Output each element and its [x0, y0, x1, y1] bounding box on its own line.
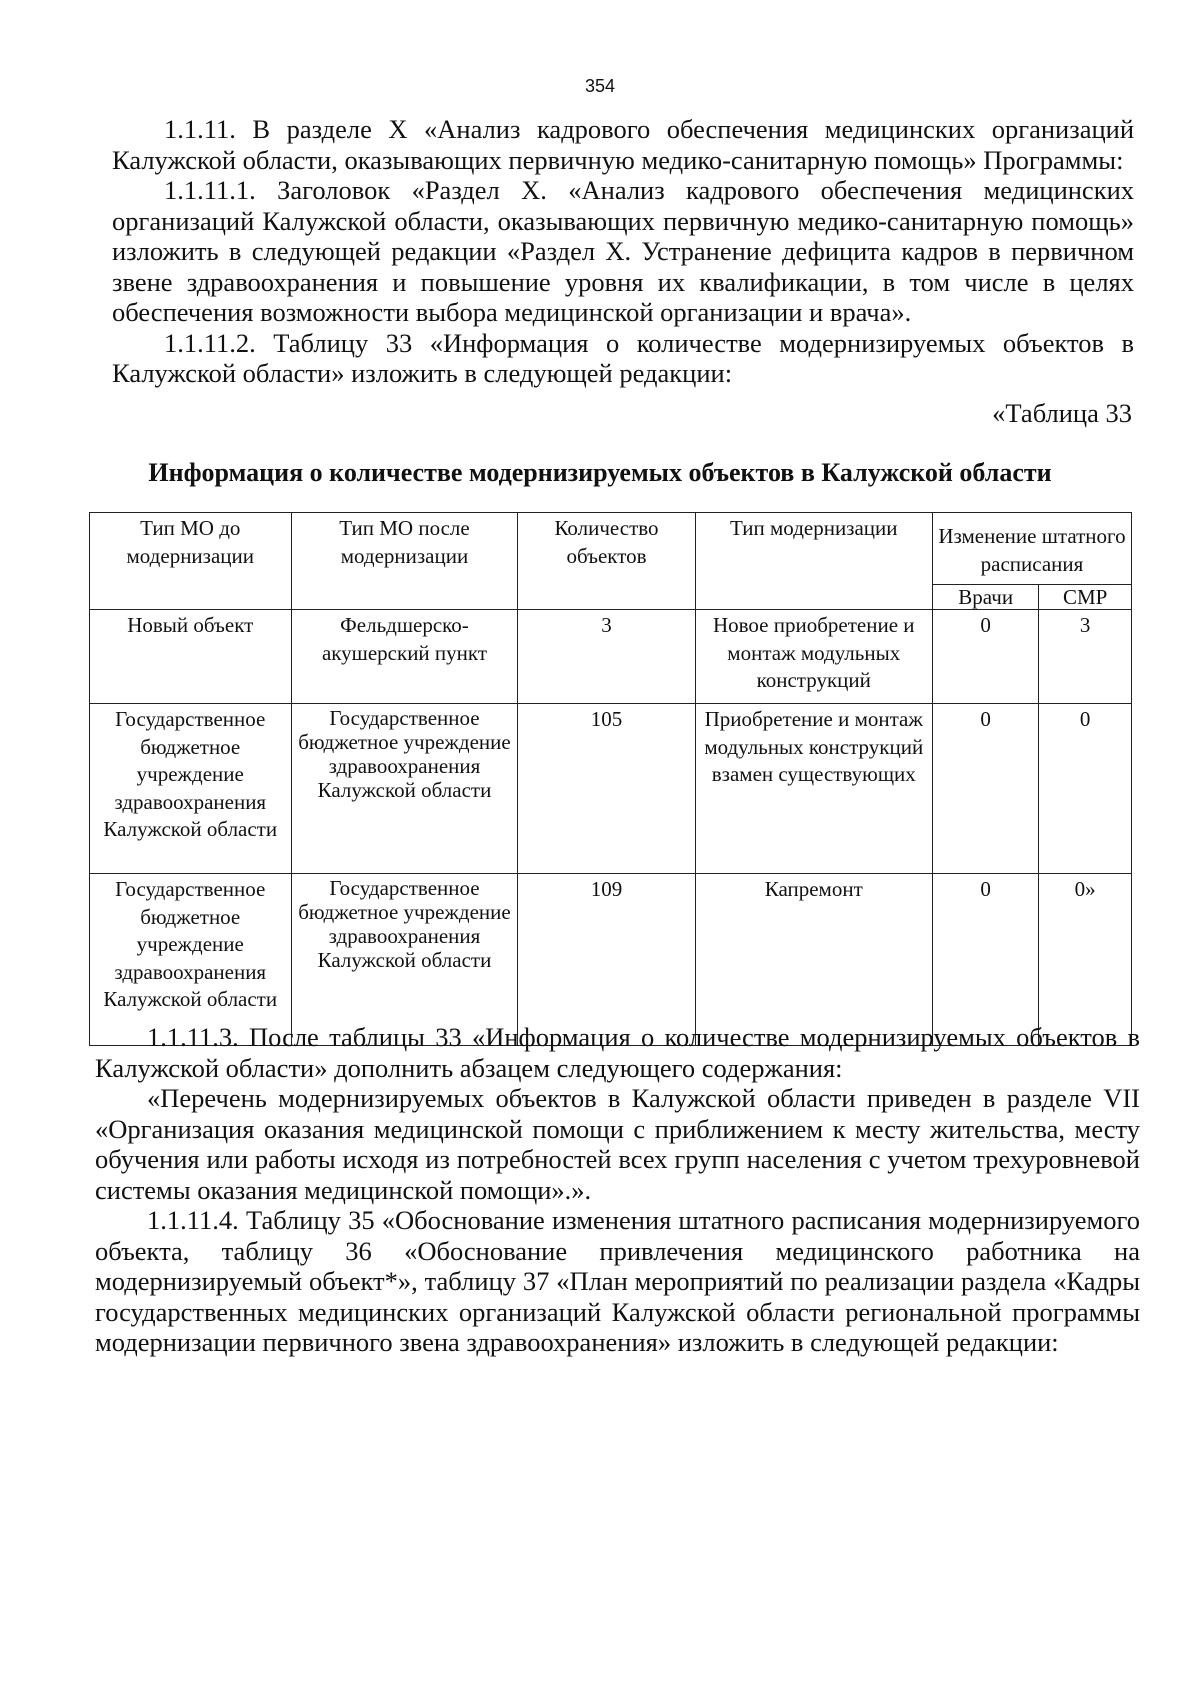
header-doctors: Врачи	[932, 585, 1038, 610]
paragraph-1-1-11: 1.1.11. В разделе X «Анализ кадрового обеспечения медицинских организаций Калужской области, оказывающих первичную медико-санитарную помощь» Программы:	[112, 114, 1134, 175]
table-row	[90, 704, 1132, 874]
cell-nurses: 3	[1039, 610, 1132, 704]
header-nurses: СМР	[1039, 585, 1132, 610]
table-number-label: «Таблица 33	[992, 398, 1132, 428]
cell-nurses: 0»	[1039, 874, 1132, 1046]
cell-count: 109	[518, 874, 695, 1046]
paragraph-1-1-11-3: 1.1.11.3. После таблицы 33 «Информация о количестве модернизируемых объектов в Калужской области» дополнить абзацем следующего содержания:	[95, 1022, 1140, 1083]
cell-type-after: Государственное бюджетное учреждение здравоохранения Калужской области	[291, 874, 518, 1046]
cell-doctors: 0	[932, 874, 1038, 1046]
cell-type-after: Фельдшерско-акушерский пункт	[291, 610, 518, 704]
modernized-objects-table	[89, 512, 1132, 1046]
paragraph-1-1-11-1: 1.1.11.1. Заголовок «Раздел X. «Анализ кадрового обеспечения медицинских организаций Калужской области, оказывающих первичную медико-санитарную помощь» изложить в следующей редакции «Раздел X. Устранение дефицита кадров в первичном звене здравоохранения и повышение уровня их квалификации, в том числе в целях обеспечения возможности выбора медицинской организации и врача».	[112, 175, 1134, 327]
cell-doctors: 0	[932, 610, 1038, 704]
cell-modernization-type: Приобретение и монтаж модульных конструкций взамен существующих	[695, 704, 932, 874]
intro-section	[112, 114, 1134, 389]
table-row	[90, 874, 1132, 1046]
table-title: Информация о количестве модернизируемых объектов в Калужской области	[148, 458, 1052, 487]
cell-modernization-type: Капремонт	[695, 874, 932, 1046]
cell-nurses: 0	[1039, 704, 1132, 874]
cell-count: 3	[518, 610, 695, 704]
header-staff-change: Изменение штатного расписания	[932, 513, 1131, 585]
paragraph-1-1-11-4: 1.1.11.4. Таблицу 35 «Обоснование изменения штатного расписания модернизируемого объекта, таблицу 36 «Обоснование привлечения медицинского работника на модернизируемый объект*», таблицу 37 «План мероприятий по реализации раздела «Кадры государственных медицинских организаций Калужской области региональной программы модернизации первичного звена здравоохранения» изложить в следующей редакции:	[95, 1205, 1140, 1357]
cell-type-after: Государственное бюджетное учреждение здравоохранения Калужской области	[291, 704, 518, 874]
cell-type-before: Новый объект	[90, 610, 292, 704]
cell-type-before: Государственное бюджетное учреждение здравоохранения Калужской области	[90, 874, 292, 1046]
header-type-before: Тип МО до модернизации	[90, 513, 292, 610]
header-type-after: Тип МО после модернизации	[291, 513, 518, 610]
cell-modernization-type: Новое приобретение и монтаж модульных конструкций	[695, 610, 932, 704]
cell-doctors: 0	[932, 704, 1038, 874]
table-header-row	[90, 513, 1132, 585]
page-number: 354	[584, 76, 616, 96]
cell-type-before: Государственное бюджетное учреждение здравоохранения Калужской области	[90, 704, 292, 874]
cell-count: 105	[518, 704, 695, 874]
paragraph-quoted-insert: «Перечень модернизируемых объектов в Калужской области приведен в разделе VII «Организация оказания медицинской помощи с приближением к месту жительства, месту обучения или работы исходя из потребностей всех групп населения с учетом трехуровневой системы оказания медицинской помощи».».	[95, 1083, 1140, 1205]
table-row	[90, 610, 1132, 704]
outro-section	[95, 1022, 1140, 1358]
header-modernization-type: Тип модернизации	[695, 513, 932, 610]
paragraph-1-1-11-2: 1.1.11.2. Таблицу 33 «Информация о количестве модернизируемых объектов в Калужской области» изложить в следующей редакции:	[112, 327, 1134, 388]
header-count: Количество объектов	[518, 513, 695, 610]
